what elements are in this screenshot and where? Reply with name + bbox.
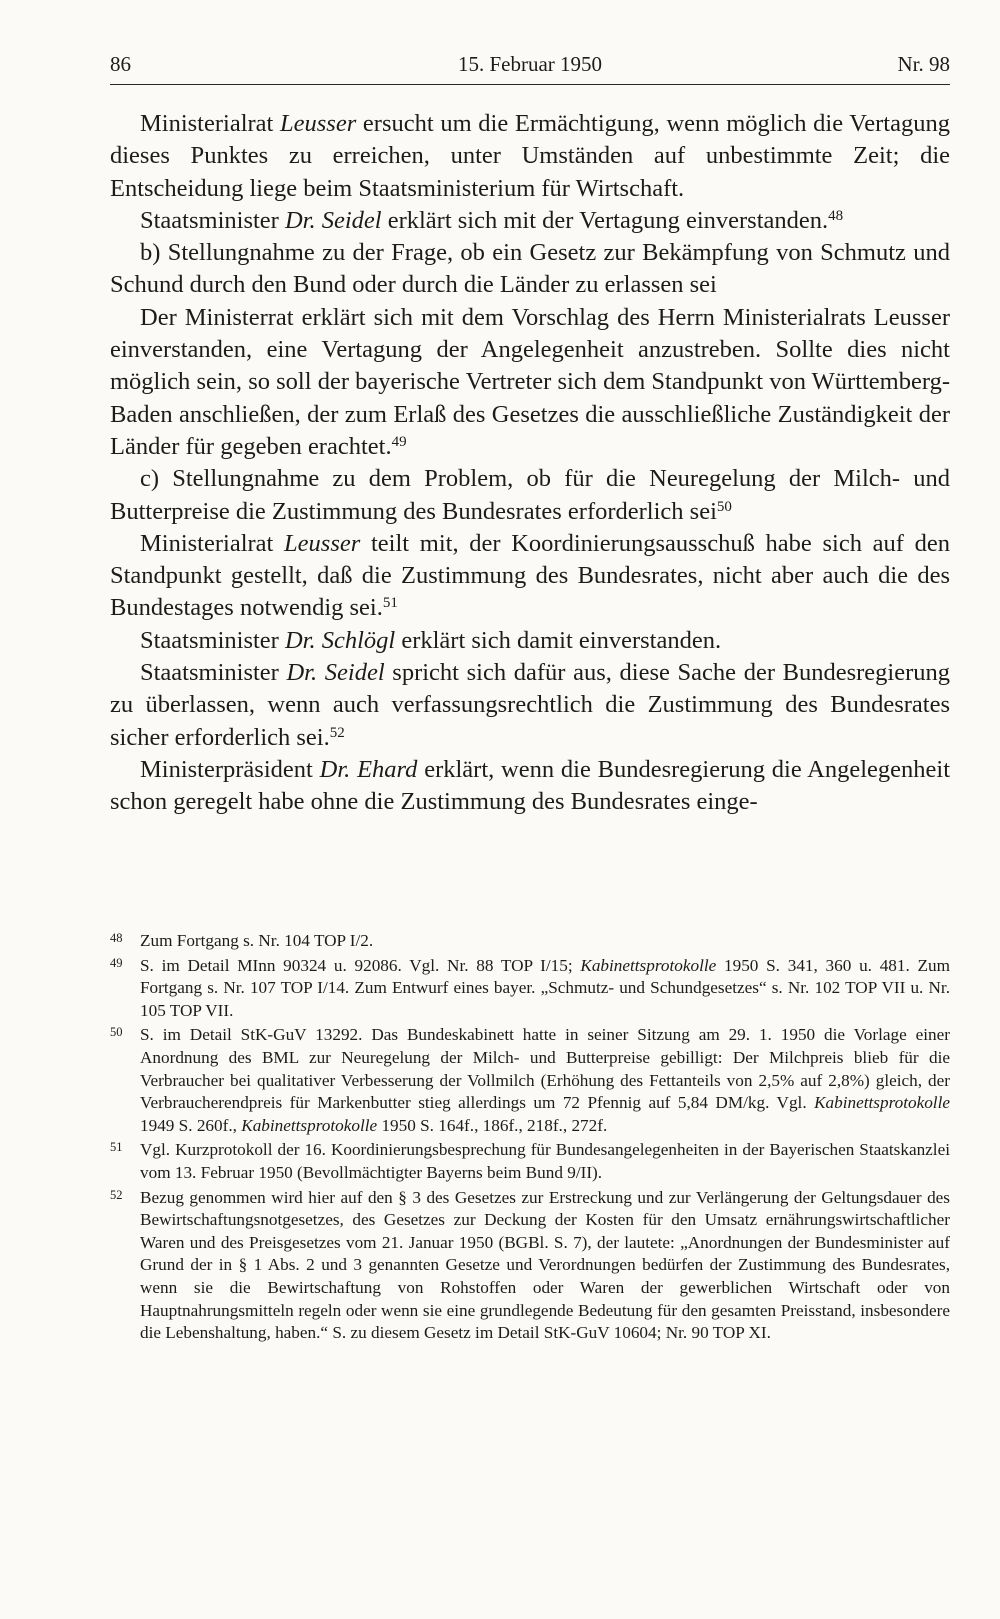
body-text [110,108,950,819]
footnote-text: Bezug genommen wird hier auf den § 3 des Gesetzes zur Erstreckung und zur Verlängerung der Geltungsdauer des Bewirtschaftungsnotgesetzes, des Gesetzes zur Deckung der Kosten für den Umsatz ernährungswirtschaftlicher Waren und des Preisgesetzes vom 21. Januar 1950 (BGBl. S. 7), der lautete: „Anordnungen der Bundesminister auf Grund der in § 1 Abs. 2 und 3 genannten Gesetze und Verordnungen bedürfen der Zustimmung des Bundesrates, wenn sie die Bewirtschaftung von Rohstoffen oder Waren der gewerblichen Wirtschaft oder von Hauptnahrungsmitteln regeln oder wenn sie eine grundlegende Bedeutung für den gesamten Preisstand, insbesondere die Lebenshaltung, haben.“ S. zu diesem Gesetz im Detail StK-GuV 10604; Nr. 90 TOP XI. [140,1187,950,1343]
footnote-text: Vgl. Kurzprotokoll der 16. Koordinierungsbesprechung für Bundesangelegenheiten in der Bayerischen Staatskanzlei vom 13. Februar 1950 (Bevollmächtigter Bayerns beim Bund 9/II). [140,1140,950,1182]
header-date: 15. Februar 1950 [457,52,603,76]
text: erklärt sich mit der Vertagung einverstanden. [381,206,829,234]
paragraph-5 [110,463,950,528]
footnote-49 [110,955,950,1023]
text: teilt mit, der Koordinierungsausschuß habe sich auf den Standpunkt gestellt, daß die Zustimmung des Bundesrates, nicht aber auch die des Bundestages notwendig sei. [110,529,950,622]
footnote-number: 49 [110,955,123,970]
footnote-text: 1950 S. 164f., 186f., 218f., 272f. [377,1115,608,1135]
footnote-52 [110,1187,950,1345]
text: Ministerialrat [140,529,285,557]
text: Der Ministerrat erklärt sich mit dem Vorschlag des Herrn Ministerialrats Leusser einverstanden, eine Vertagung der Angelegenheit anzustreben. Sollte dies nicht möglich sein, so soll der bayerische Vertreter sich dem Standpunkt von Württemberg-Baden anschließen, der zum Erlaß des Gesetzes die ausschließliche Zuständigkeit der Länder für gegeben erachtet. [110,303,950,460]
paragraph-1 [110,108,950,205]
footnote-50 [110,1024,950,1137]
speaker-title: Dr. [284,206,316,234]
footnotes [110,930,950,1347]
footnote-ref[interactable]: 50 [716,498,732,515]
text: ersucht um die Ermächtigung, wenn möglich die Vertagung dieses Punktes zu erreichen, unter Umständen auf unbestimmte Zeit; die Entscheidung liege beim Staatsministerium für Wirtschaft. [110,110,950,202]
footnote-ref[interactable]: 52 [329,724,345,741]
paragraph-9 [110,754,950,819]
source-title: Kabinettsprotokolle [580,955,717,975]
footnote-text: 1950 S. 341, 360 u. 481. Zum Fortgang s. Nr. 107 TOP I/14. Zum Entwurf eines bayer. „Schmutz- und Schundgesetzes“ s. Nr. 102 TOP VII u. Nr. 105 TOP VII. [140,955,950,1020]
speaker-title: Dr. [284,626,316,654]
text: erklärt, wenn die Bundesregierung die Angelegenheit schon geregelt habe ohne die Zustimmung des Bundesrates einge- [110,755,951,816]
footnote-number: 50 [110,1025,123,1040]
footnote-ref[interactable]: 51 [382,595,398,612]
text: Staatsminister [140,626,285,654]
speaker-name: Leusser [280,110,357,137]
speaker-name: Seidel [324,659,385,687]
footnote-number: 51 [110,1140,123,1155]
agenda-item: b) Stellungnahme zu der Frage, ob ein Gesetz zur Bekämpfung von Schmutz und Schund durch den Bund oder durch die Länder zu erlassen sei [110,239,950,299]
header-rule [110,84,950,85]
speaker-name: Ehard [357,755,418,783]
source-title: Kabinettsprotokolle [241,1115,378,1135]
paragraph-6 [110,528,950,625]
source-title: Kabinettsprotokolle [814,1093,950,1113]
paragraph-7 [110,625,950,657]
footnote-48 [110,930,950,953]
footnote-number: 52 [110,1187,123,1202]
footnote-51 [110,1139,950,1184]
speaker-name: Leusser [284,529,361,557]
running-header [110,48,950,84]
document-number: Nr. 98 [897,52,950,76]
agenda-item: c) Stellungnahme zu dem Problem, ob für die Neuregelung der Milch- und Butterpreise die Zustimmung des Bundesrates erforderlich sei [110,465,950,525]
footnote-ref[interactable]: 48 [828,207,844,224]
speaker-name: Seidel [321,206,382,234]
paragraph-8 [110,657,950,754]
paragraph-3 [110,237,950,302]
text: spricht sich dafür aus, diese Sache der Bundesregierung zu überlassen, wenn auch verfassungsrechtlich die Zustimmung des Bundesrates sicher erforderlich sei. [110,659,950,751]
footnote-number: 48 [110,931,123,945]
speaker-title: Dr. [319,755,351,783]
footnote-text: S. im Detail MInn 90324 u. 92086. Vgl. Nr. 88 TOP I/15; [140,955,581,975]
page-number: 86 [110,52,131,76]
paragraph-2 [110,205,950,237]
text: erklärt sich damit einverstanden. [395,626,722,654]
footnote-text: S. im Detail StK-GuV 13292. Das Bundeskabinett hatte in seiner Sitzung am 29. 1. 1950 die Vorlage einer Anordnung des BML zur Neuregelung der Milch- und Butterpreise gebilligt: Der Milchpreis blieb für die Verbraucher bei qualitativer Verbesserung der Vollmilch (Erhöhung des Fettanteils von 2,5% auf 2,8%) gleich, der Verbraucherendpreis für Markenbutter stieg allerdings um 72 Pfennig auf 5,84 DM/kg. Vgl. [140,1025,950,1113]
footnote-text: 1949 S. 260f., [140,1115,242,1135]
text: Staatsminister [140,206,285,234]
footnote-ref[interactable]: 49 [391,433,407,450]
speaker-name: Schlögl [321,626,396,654]
footnote-text: Zum Fortgang s. Nr. 104 TOP I/2. [140,931,374,950]
text: Staatsminister [140,659,287,687]
paragraph-4 [110,302,950,463]
text: Ministerpräsident [140,755,320,783]
text: Ministerialrat [140,110,281,137]
speaker-title: Dr. [286,659,318,687]
